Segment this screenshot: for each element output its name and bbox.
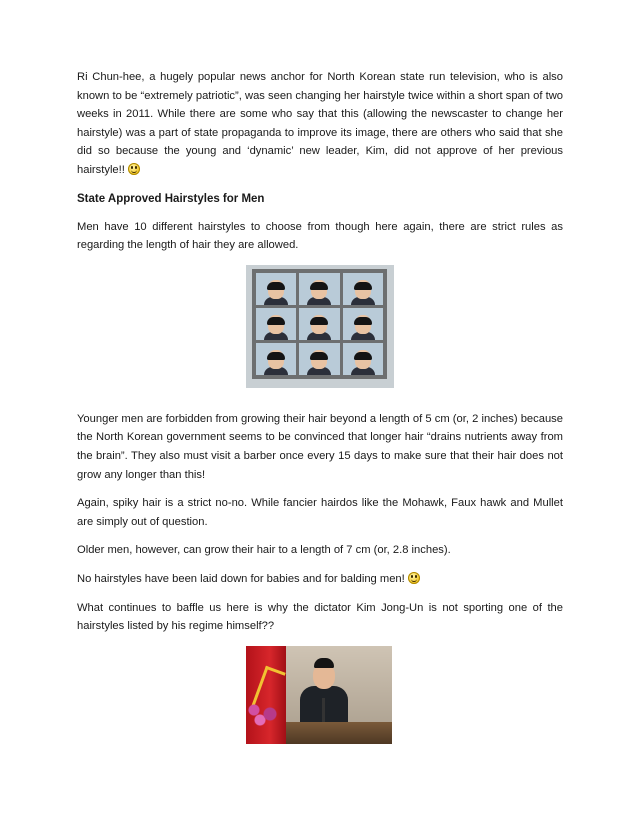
hairstyle-portrait bbox=[299, 308, 339, 340]
smiley-icon bbox=[128, 163, 140, 175]
hairstyle-portrait bbox=[256, 343, 296, 375]
paragraph-text: No hairstyles have been laid down for babies and for balding men! bbox=[77, 572, 405, 585]
hairstyle-portrait bbox=[256, 273, 296, 305]
document-body bbox=[77, 68, 563, 744]
flowers bbox=[246, 702, 286, 726]
party-flag bbox=[246, 646, 286, 744]
paragraph-babies-balding bbox=[77, 570, 563, 589]
paragraph-kim-jong-un: What continues to baffle us here is why the dictator Kim Jong-Un is not sporting one of the hairstyles listed by his regime himself?? bbox=[77, 601, 563, 633]
paragraph-younger-men: Younger men are forbidden from growing their hair beyond a length of 5 cm (or, 2 inches) because the North Korean government seems to be convinced that longer hair “drains nutrients away from the brain”. They also must visit a barber once every 15 days to make sure that their hair does not grow any longer than this! bbox=[77, 412, 563, 481]
smiley-icon bbox=[408, 572, 420, 584]
hairstyle-portrait bbox=[256, 308, 296, 340]
section-heading: State Approved Hairstyles for Men bbox=[77, 192, 265, 205]
paragraph-text: Ri Chun-hee, a hugely popular news anchor for North Korean state run television, who is also known to be “extremely patriotic”, was seen changing her hairstyle twice within a short span of two weeks in 2011. While there are some who say that this (allowing the newscaster to change her hairstyle) was a part of state propaganda to improve its image, there are others who said that she did so because the young and ‘dynamic’ new leader, Kim, did not approve of her previous hairstyle!! bbox=[77, 71, 563, 176]
hairstyle-portrait bbox=[343, 343, 383, 375]
hairstyle-portrait bbox=[343, 273, 383, 305]
paragraph-spiky-hair: Again, spiky hair is a strict no-no. While fancier hairdos like the Mohawk, Faux hawk and Mullet are simply out of question. bbox=[77, 497, 563, 528]
paragraph-ten-hairstyles: Men have 10 different hairstyles to choose from though here again, there are strict rules as regarding the length of hair they are allowed. bbox=[77, 220, 563, 252]
paragraph-news-anchor bbox=[77, 68, 563, 180]
speaker-hair bbox=[314, 658, 334, 668]
hairstyle-poster-image bbox=[246, 265, 394, 388]
poster-frame bbox=[252, 269, 387, 379]
microphone-icon bbox=[322, 698, 325, 724]
hairstyle-portrait bbox=[343, 308, 383, 340]
leader-speech-photo bbox=[246, 646, 392, 744]
hairstyle-portrait bbox=[299, 273, 339, 305]
podium bbox=[286, 722, 392, 744]
hairstyle-portrait bbox=[299, 343, 339, 375]
paragraph-older-men: Older men, however, can grow their hair to a length of 7 cm (or, 2.8 inches). bbox=[77, 544, 451, 557]
